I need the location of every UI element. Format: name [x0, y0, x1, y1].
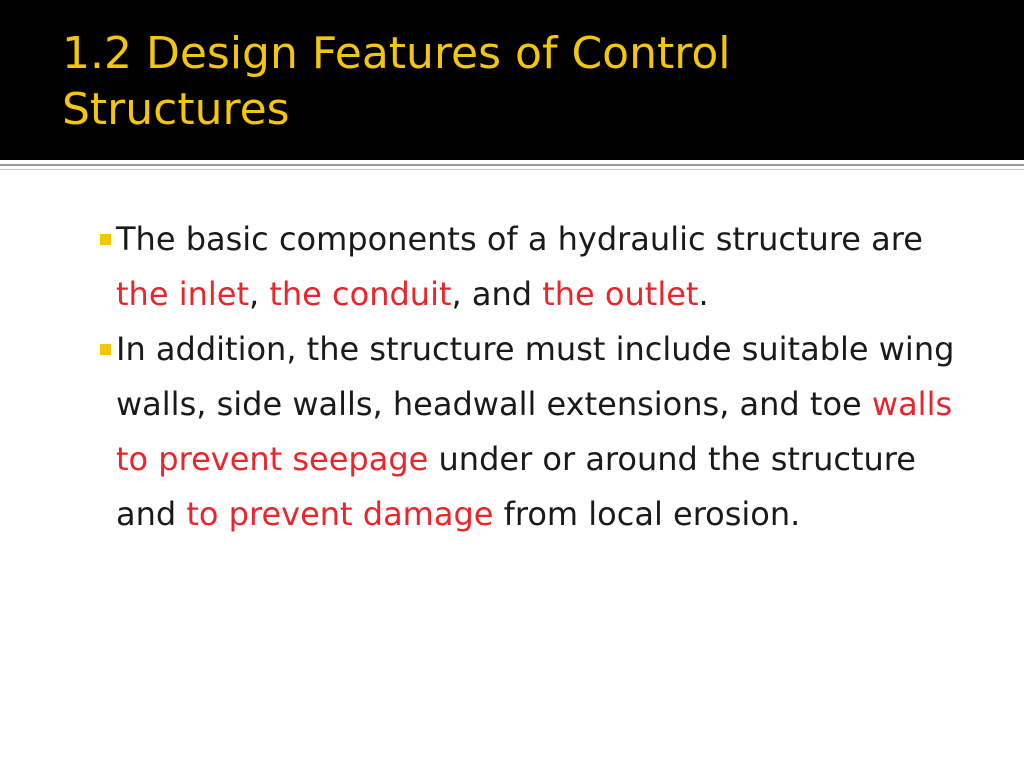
square-bullet-icon [100, 234, 111, 245]
highlighted-phrase: the outlet [542, 275, 699, 313]
bullet-item [100, 212, 960, 322]
bullet-text [116, 322, 960, 542]
bullet-segment: The basic components of a hydraulic structure are [116, 220, 923, 258]
title-bar [0, 0, 1024, 160]
slide-title: 1.2 Design Features of Control Structures [62, 28, 731, 135]
square-bullet-icon [100, 344, 111, 355]
title-divider [0, 164, 1024, 166]
bullet-segment: , [248, 275, 270, 313]
highlighted-phrase: the inlet [116, 275, 249, 313]
bullet-segment: under or around the structure and [116, 440, 916, 533]
bullet-list [100, 212, 960, 542]
highlighted-phrase: walls to prevent seepage [116, 385, 953, 478]
title-divider-thin [0, 169, 1024, 170]
highlighted-phrase: to prevent damage [186, 495, 494, 533]
bullet-item [100, 322, 960, 542]
bullet-segment: In addition, the structure must include suitable wing walls, side walls, headwall extensions, and toe [116, 330, 955, 423]
bullet-text [116, 212, 960, 322]
bullet-segment: , and [451, 275, 543, 313]
bullet-segment: from local erosion. [493, 495, 801, 533]
highlighted-phrase: the conduit [269, 275, 452, 313]
bullet-segment: . [698, 275, 709, 313]
